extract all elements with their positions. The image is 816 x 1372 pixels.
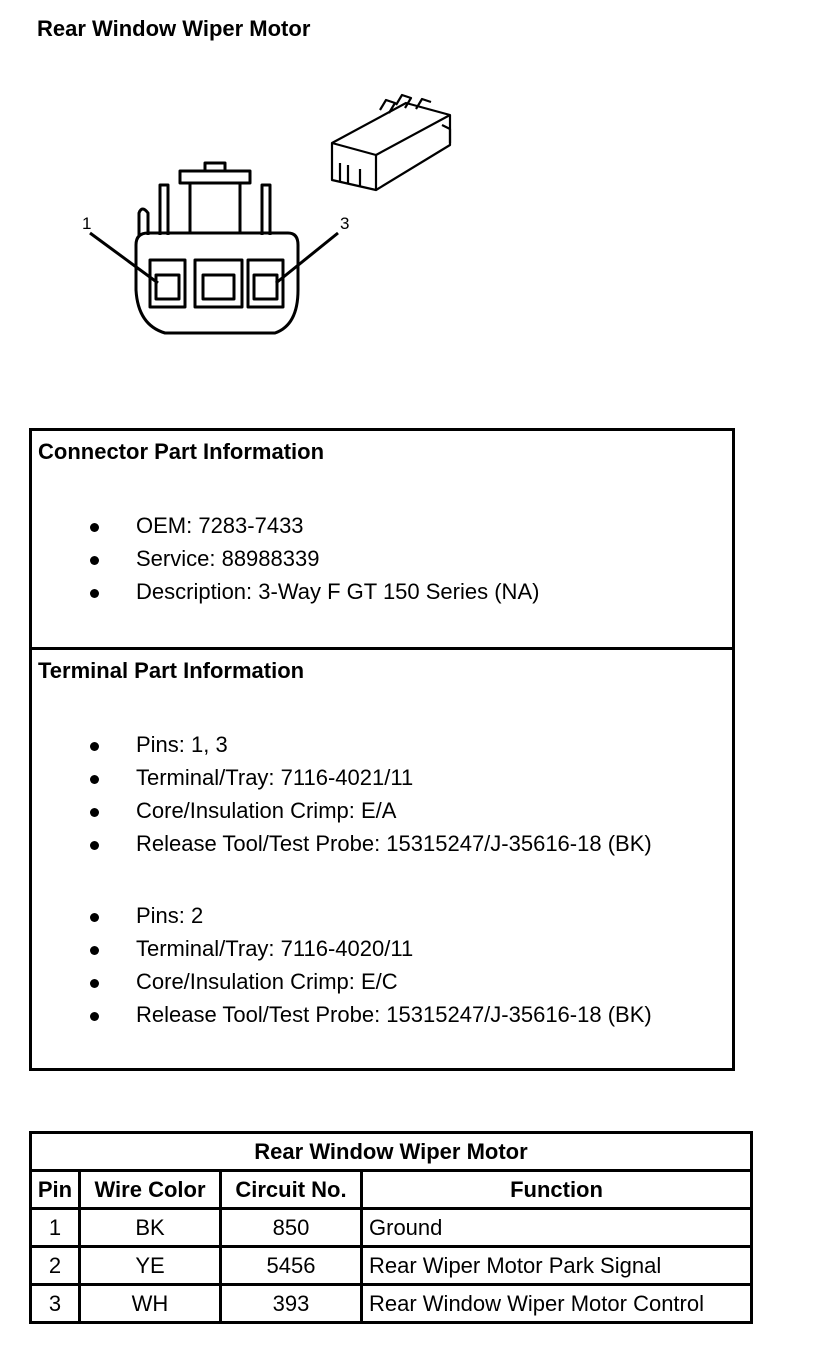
pin-table: [29, 1131, 753, 1324]
part-info-box: Connector Part Information OEM: 7283-7433 Service: 88988339 Description: 3-Way F GT 150 Series (NA) Terminal Part Information Pins: 1, 3 Terminal/Tray: 7116-4021/11 Core/Insulation Crimp: E/A Release Tool/Test Probe: 15315247/J-35616-18 (BK) Pins: 2 Terminal/Tray: 7116-4020/11 Core/Insulation Crimp: E/C Release Tool/Test Probe: 15315247/J-35616-18 (BK): [29, 428, 735, 1071]
connector-info-heading: Connector Part Information: [38, 439, 325, 464]
bullet-icon: [90, 523, 99, 532]
connector-isometric: [332, 95, 450, 190]
page-title: Rear Window Wiper Motor: [37, 16, 311, 41]
function-cell: Ground: [362, 1209, 752, 1247]
terminal-info-heading: Terminal Part Information: [38, 658, 305, 683]
wire-color-cell: BK: [80, 1209, 221, 1247]
bullet-icon: [90, 979, 99, 988]
circuit-cell: 393: [221, 1285, 362, 1323]
pin-label-3: 3: [340, 214, 350, 233]
function-cell: Rear Window Wiper Motor Control: [362, 1285, 752, 1323]
section-divider: [32, 647, 732, 650]
column-header-pin: Pin: [31, 1171, 80, 1209]
bullet-icon: [90, 589, 99, 598]
bullet-icon: [90, 808, 99, 817]
connector-diagram: [70, 85, 470, 345]
column-header-circuit-no: Circuit No.: [221, 1171, 362, 1209]
bullet-icon: [90, 841, 99, 850]
pin-cell: 2: [31, 1247, 80, 1285]
column-header-function: Function: [362, 1171, 752, 1209]
table-header-row: [31, 1171, 752, 1209]
bullet-icon: [90, 946, 99, 955]
bullet-icon: [90, 775, 99, 784]
circuit-cell: 5456: [221, 1247, 362, 1285]
table-row: [31, 1209, 752, 1247]
wire-color-cell: WH: [80, 1285, 221, 1323]
circuit-cell: 850: [221, 1209, 362, 1247]
column-header-wire-color: Wire Color: [80, 1171, 221, 1209]
pin-label-1: 1: [82, 214, 92, 233]
pin-cell: 1: [31, 1209, 80, 1247]
pin-cell: 3: [31, 1285, 80, 1323]
table-row: [31, 1285, 752, 1323]
connector-face: [136, 233, 298, 333]
table-caption: Rear Window Wiper Motor: [31, 1133, 752, 1171]
bullet-icon: [90, 1012, 99, 1021]
table-row: [31, 1247, 752, 1285]
bullet-icon: [90, 556, 99, 565]
bullet-icon: [90, 742, 99, 751]
bullet-icon: [90, 913, 99, 922]
wire-color-cell: YE: [80, 1247, 221, 1285]
function-cell: Rear Wiper Motor Park Signal: [362, 1247, 752, 1285]
